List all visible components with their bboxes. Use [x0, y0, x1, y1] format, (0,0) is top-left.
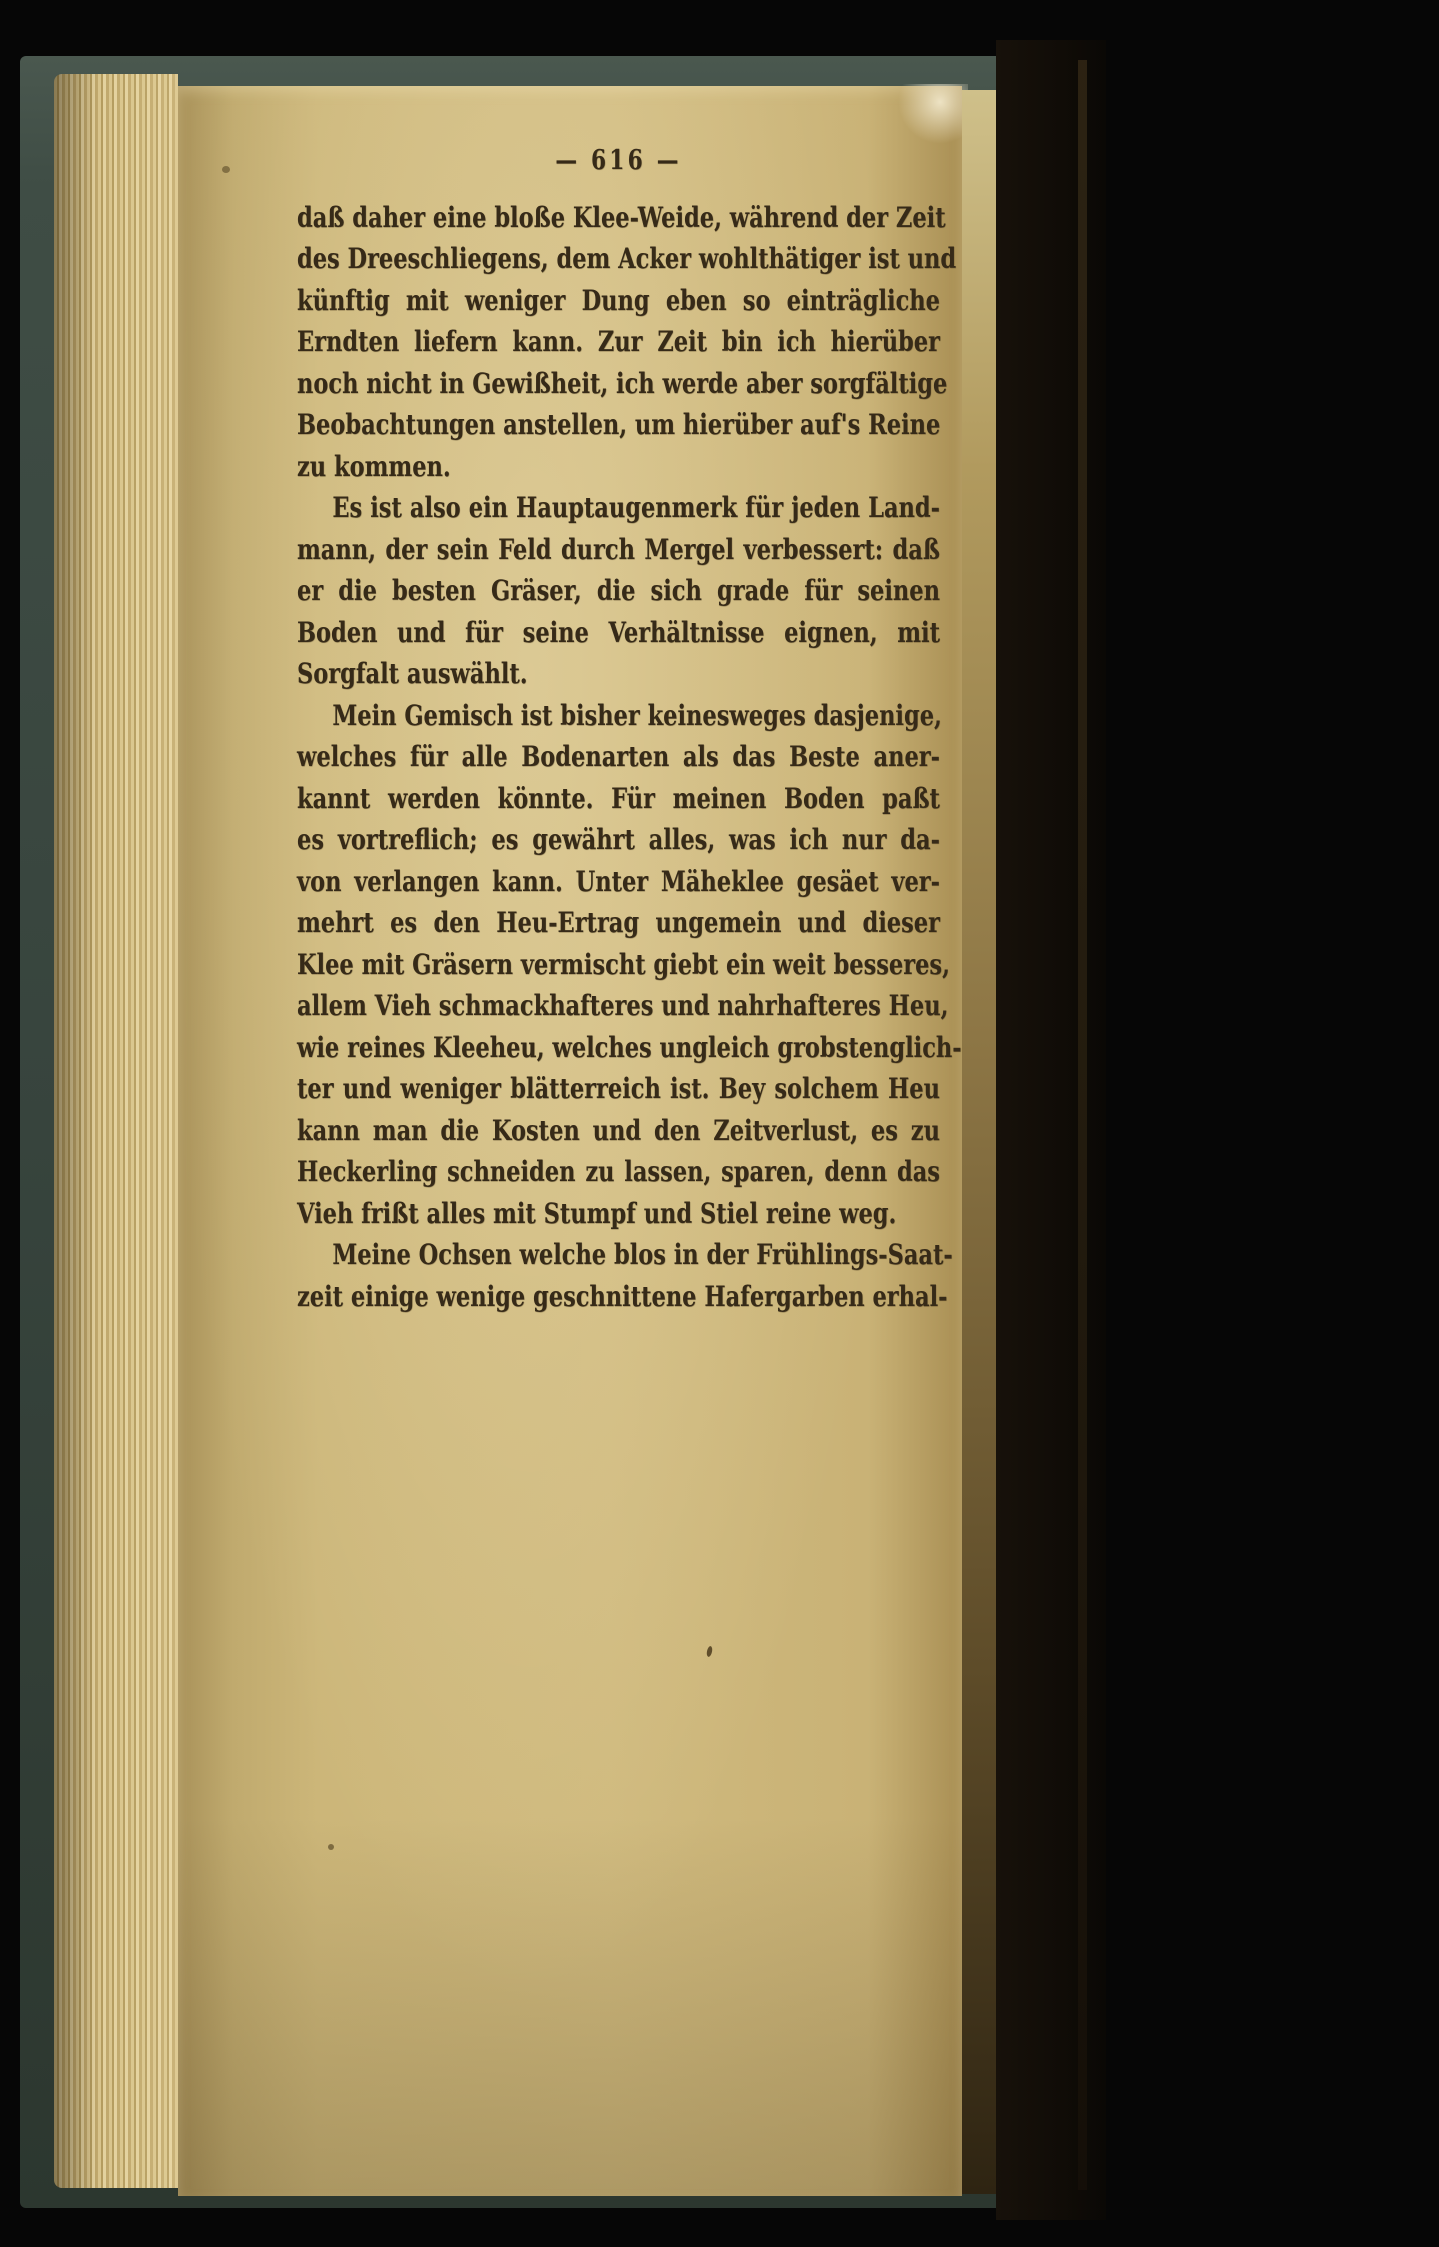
text-line: Vieh frißt alles mit Stumpf und Stiel reine weg.	[297, 1196, 897, 1230]
book-page	[178, 86, 962, 2196]
text-line: mehrt es den Heu-Ertrag ungemein und dieser	[297, 906, 940, 939]
text-line: allem Vieh schmackhafteres und nahrhafteres Heu,	[297, 989, 949, 1022]
text-line: wie reines Kleeheu, welches ungleich grobstenglich-	[297, 1030, 962, 1064]
text-line: kannt werden könnte. Für meinen Boden paßt	[297, 781, 940, 815]
text-line: Klee mit Gräsern vermischt giebt ein weit besseres,	[297, 947, 950, 981]
printed-text-area	[297, 140, 962, 1317]
right-page-edge	[1078, 60, 1087, 2190]
page-number: — 616 —	[555, 145, 682, 176]
text-line: kann man die Kosten und den Zeitverlust, es zu	[297, 1113, 940, 1147]
text-line: künftig mit weniger Dung eben so einträgliche	[297, 283, 940, 317]
text-line: Meine Ochsen welche blos in der Frühlings-Saat-	[332, 1238, 953, 1271]
text-line: von verlangen kann. Unter Mäheklee gesäet ver-	[297, 864, 940, 898]
text-line: noch nicht in Gewißheit, ich werde aber sorgfältige	[297, 366, 948, 400]
text-line: Boden und für seine Verhältnisse eignen, mit	[297, 615, 940, 649]
text-line: zu kommen.	[297, 449, 451, 483]
text-line: zeit einige wenige geschnittene Hafergarben erhal-	[297, 1279, 948, 1313]
paper-speck	[222, 166, 230, 173]
text-line: mann, der sein Feld durch Mergel verbessert: daß	[297, 532, 940, 566]
text-line: er die besten Gräser, die sich grade für seinen	[297, 574, 940, 607]
text-line: Erndten liefern kann. Zur Zeit bin ich hierüber	[297, 325, 940, 358]
text-line: daß daher eine bloße Klee-Weide, während der Zeit	[297, 200, 946, 234]
text-line: des Dreeschliegens, dem Acker wohlthätiger ist und	[297, 242, 957, 275]
gutter-shadow	[996, 40, 1106, 2220]
text-line: ter und weniger blätterreich ist. Bey solchem Heu	[297, 1072, 940, 1105]
paper-speck	[328, 1844, 334, 1850]
text-line: Heckerling schneiden zu lassen, sparen, denn das	[297, 1155, 940, 1188]
text-line: Mein Gemisch ist bisher keinesweges dasjenige,	[332, 698, 942, 732]
page-corner-highlight	[898, 84, 968, 144]
paper-speck	[706, 1646, 713, 1658]
text-line: Beobachtungen anstellen, um hierüber auf's Reine	[297, 408, 941, 441]
text-line: welches für alle Bodenarten als das Beste aner-	[297, 740, 940, 773]
text-line: Sorgfalt auswählt.	[297, 657, 528, 690]
text-block	[297, 197, 962, 1318]
text-line: es vortreflich; es gewährt alles, was ich nur da-	[297, 823, 940, 856]
text-line: Es ist also ein Hauptaugenmerk für jeden Land-	[332, 491, 940, 524]
page-stack-edge	[54, 74, 178, 2188]
gutter-page-edge	[962, 90, 996, 2194]
